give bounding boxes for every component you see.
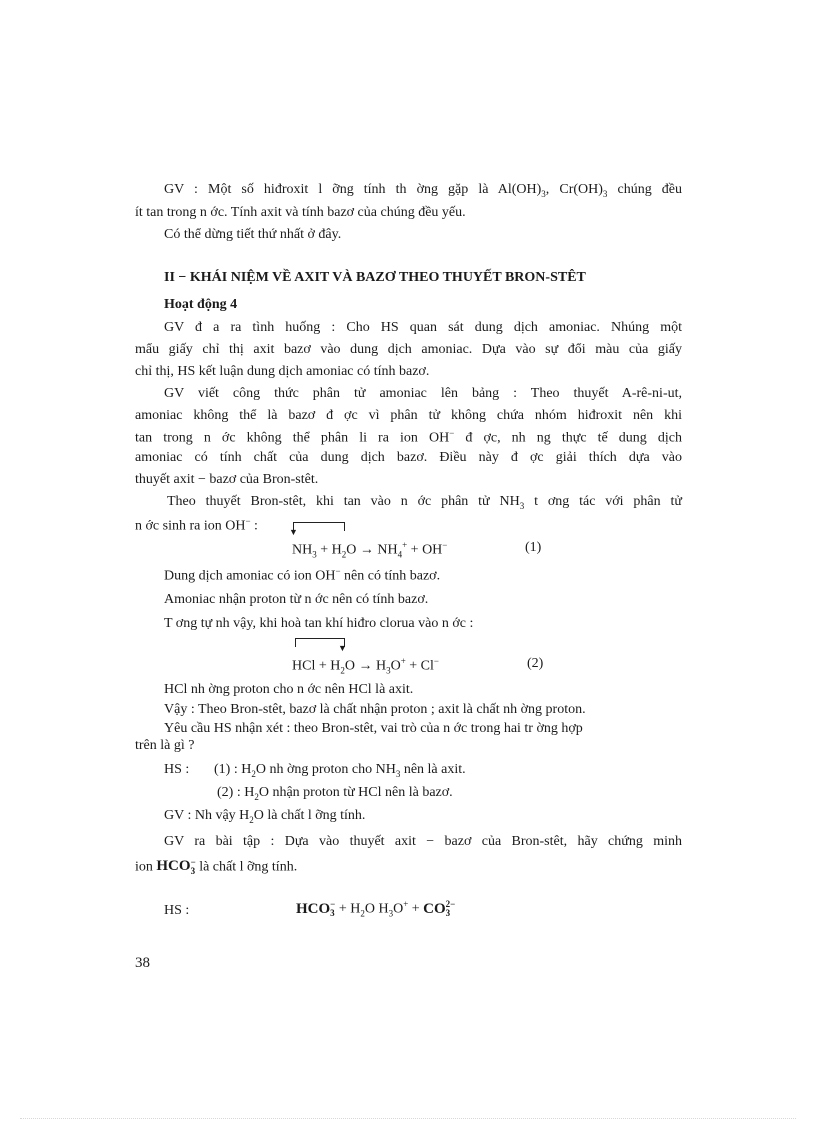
text-line: Yêu cầu HS nhận xét : theo Bron-stêt, vai trò của n ớc trong hai tr ờng hợp: [164, 721, 583, 736]
arrow-head-icon: ▼: [289, 527, 298, 537]
activity-heading: Hoạt động 4: [164, 297, 238, 312]
equation-1-number: (1): [525, 540, 542, 555]
hs-answer-label: HS :: [164, 762, 190, 777]
arrow-head-icon: ▼: [338, 643, 347, 653]
text-line: amoniac không thể là bazơ đ ợc vì phân tử không chứa nhóm hiđroxit nên khi: [135, 408, 682, 423]
hs-answer-1: (1) : $H_2O$ nh ờng proton cho $NH_3$ nên là axit.: [214, 762, 466, 779]
text-line: Amoniac nhận proton từ n ớc nên có tính bazơ.: [164, 592, 429, 607]
text-line: Có thể dừng tiết thứ nhất ở đây.: [164, 227, 342, 242]
text-line: GV : Nh vậy $H_2O$ là chất l ỡng tính.: [164, 808, 366, 825]
proton-transfer-arrow: [293, 522, 345, 531]
hs-answer-2: (2) : $H_2O$ nhận proton từ HCl nên là bazơ.: [217, 785, 453, 802]
equation-2: HCl + $H_2O \to H_3O^+ + Cl^-$: [292, 656, 439, 676]
text-line: tan trong n ớc không thể phân li ra ion OH− đ ợc, nh ng thực tế dung dịch: [135, 428, 682, 446]
text-line: GV đ a ra tình huống : Cho HS quan sát dung dịch amoniac. Nhúng một: [164, 320, 682, 335]
text-line: Vậy : Theo Bron-stêt, bazơ là chất nhận proton ; axit là chất nh ờng proton.: [164, 702, 586, 717]
text-line: GV : Một số hiđroxit l ỡng tính th ờng gặp là $Al(OH)_3$, $Cr(OH)_3$ chúng đều: [164, 182, 682, 199]
equation-1: $NH_3 + H_2O \to NH_4^+ + OH^-$: [292, 540, 448, 560]
equation-3: HCO − 3 + $H_2O$ $H_3O^+$ + CO 2− 3: [296, 899, 456, 919]
section-heading: II − KHÁI NIỆM VỀ AXIT VÀ BAZƠ THEO THUYẾT BRON-STÊT: [164, 270, 586, 285]
text-line: trên là gì ?: [135, 738, 195, 753]
text-line: Dung dịch amoniac có ion OH− nên có tính bazơ.: [164, 566, 441, 584]
text-line: amoniac có tính chất của dung dịch bazơ. Điều này đ ợc giải thích dựa vào: [135, 450, 682, 465]
text-line: mẩu giấy chỉ thị axit bazơ vào dung dịch amoniac. Dựa vào sự đổi màu của giấy: [135, 342, 682, 357]
text-line: chỉ thị, HS kết luận dung dịch amoniac có tính bazơ.: [135, 364, 430, 379]
text-line: GV viết công thức phân tử amoniac lên bảng : Theo thuyết A-rê-ni-ut,: [164, 386, 682, 401]
page-bottom-border: [20, 1118, 796, 1119]
text-line: ít tan trong n ớc. Tính axit và tính bazơ của chúng đều yếu.: [135, 205, 466, 220]
text-line: T ơng tự nh vậy, khi hoà tan khí hiđro clorua vào n ớc :: [164, 616, 474, 631]
text-line: n ớc sinh ra ion OH− :: [135, 516, 258, 534]
page-number: 38: [135, 955, 150, 971]
text-line: Theo thuyết Bron-stêt, khi tan vào n ớc phân tử $NH_3$ t ơng tác với phân tử: [167, 494, 682, 511]
hs-answer-label: HS :: [164, 903, 190, 918]
text-line: thuyết axit − bazơ của Bron-stêt.: [135, 472, 319, 487]
text-line: HCl nh ờng proton cho n ớc nên HCl là axit.: [164, 682, 414, 697]
equation-2-number: (2): [527, 656, 544, 671]
text-line: ion HCO − 3 là chất l ỡng tính.: [135, 857, 298, 876]
text-line: GV ra bài tập : Dựa vào thuyết axit − bazơ của Bron-stêt, hãy chứng minh: [164, 834, 682, 849]
